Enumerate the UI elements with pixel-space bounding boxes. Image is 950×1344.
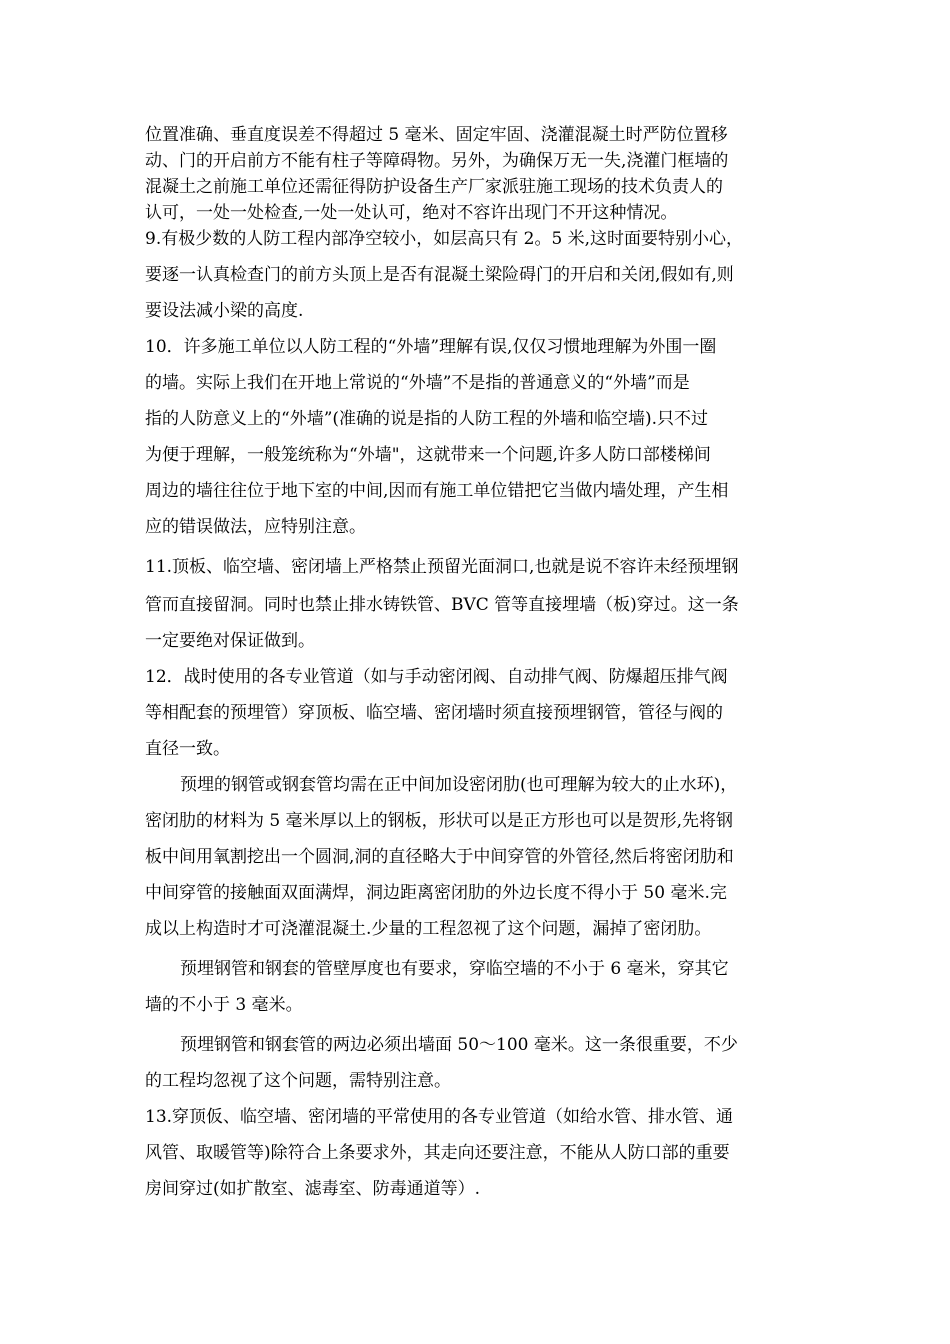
text-line: 指的人防意义上的“外墙”(准确的说是指的人防工程的外墙和临空墙).只不过 [145,409,709,429]
text-line: 13.穿顶仮、临空墙、密闭墙的平常使用的各专业管道（如给水管、排水管、通 [145,1107,734,1127]
text-line: 动、门的开启前方不能有柱子等障碍物。另外，为确保万无一失,浇灌门框墙的 [145,151,729,171]
text-line: 9.有极少数的人防工程内部净空较小，如层高只有 2。5 米,这时面要特别小心， [145,229,744,249]
text-line: 直径一致。 [145,739,230,759]
text-line: 周边的墙往往位于地下室的中间,因而有施工单位错把它当做内墙处理，产生相 [145,481,729,501]
text-line: 房间穿过(如扩散室、滤毒室、防毒通道等）. [145,1179,481,1199]
text-line: 预埋的钢管或钢套管均需在正中间加设密闭肋(也可理解为较大的止水环)， [180,775,738,795]
text-line: 混凝土之前施工单位还需征得防护设备生产厂家派驻施工现场的技术负责人的 [145,177,723,197]
text-line: 的工程均忽视了这个问题，需特别注意。 [145,1071,451,1091]
text-line: 为便于理解，一般笼统称为“外墙"，这就带来一个问题,许多人防口部楼梯间 [145,445,711,465]
text-line: 11.顶板、临空墙、密闭墙上严格禁止预留光面洞口,也就是说不容许未经预埋钢 [145,557,739,577]
text-line: 一定要绝对保证做到。 [145,631,315,651]
text-line: 成以上构造时才可浇灌混凝土.少量的工程忽视了这个问题，漏掉了密闭肋。 [145,919,712,939]
text-line: 风管、取暖管等)除符合上条要求外，其走向还要注意，不能从人防口部的重要 [145,1143,730,1163]
text-line: 等相配套的预埋管）穿顶板、临空墙、密闭墙时须直接预埋钢管，管径与阀的 [145,703,723,723]
text-line: 板中间用氧割挖出一个圆洞,洞的直径略大于中间穿管的外管径,然后将密闭肋和 [145,847,734,867]
text-line: 管而直接留洞。同时也禁止排水铸铁管、BVC 管等直接埋墙（板)穿过。这一条 [145,595,739,615]
text-line: 要逐一认真检查门的前方头顶上是否有混凝土梁险碍门的开启和关闭,假如有,则 [145,265,734,285]
text-line: 12．战时使用的各专业管道（如与手动密闭阀、自动排气阀、防爆超压排气阀 [145,667,728,687]
text-line: 密闭肋的材料为 5 毫米厚以上的钢板，形状可以是正方形也可以是贺形,先将钢 [145,811,734,831]
text-line: 墙的不小于 3 毫米。 [145,995,303,1015]
text-line: 应的错误做法，应特别注意。 [145,517,366,537]
text-line: 要设法减小梁的高度. [145,301,304,321]
text-line: 位置准确、垂直度误差不得超过 5 毫米、固定牢固、浇灌混凝土时严防位置移 [145,125,728,145]
text-line: 认可，一处一处检查,一处一处认可，绝对不容许出现门不开这种情况。 [145,203,678,223]
text-line: 的墙。实际上我们在开地上常说的“外墙”不是指的普通意义的“外墙”而是 [145,373,690,393]
text-line: 预埋钢管和钢套管的两边必须出墙面 50～100 毫米。这一条很重要，不少 [180,1035,738,1055]
text-line: 10．许多施工单位以人防工程的“外墙”理解有误,仅仅习惯地理解为外围一圈 [145,337,717,357]
text-line: 预埋钢管和钢套的管壁厚度也有要求，穿临空墙的不小于 6 毫米，穿其它 [180,959,729,979]
text-line: 中间穿管的接触面双面满焊，洞边距离密闭肋的外边长度不得小于 50 毫米.完 [145,883,727,903]
